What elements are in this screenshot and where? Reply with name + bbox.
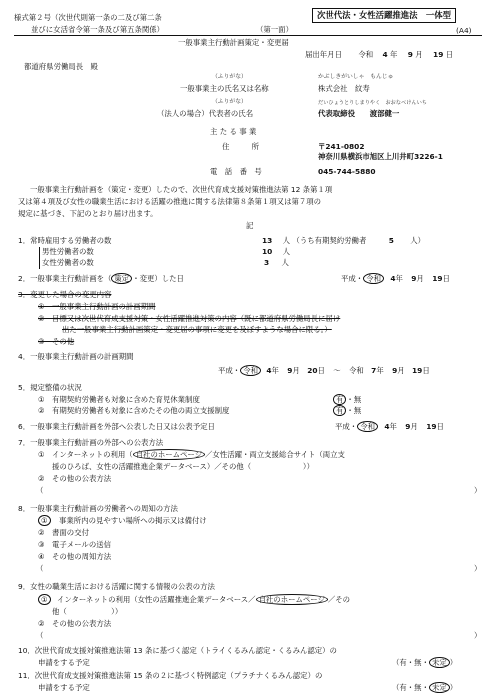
form-title-line2: 並びに女活省令第一条及び第五条関係） xyxy=(31,25,165,34)
s8-paren-close: ） xyxy=(474,564,482,573)
date-label: 届出年月日 xyxy=(305,50,342,59)
s8-item1: ① 事業所内の見やすい場所への掲示又は備付け xyxy=(38,516,207,525)
s9-circled-1: ① xyxy=(38,594,51,605)
law-badge: 次世代法・女性活躍推進法 一体型 xyxy=(312,8,456,23)
s8-item2: ② 書面の交付 xyxy=(38,528,89,537)
header-divider xyxy=(14,35,482,36)
s5-item1: ① 有期契約労働者も対象に含めた育児休業制度 xyxy=(38,395,200,404)
s9-label: 9．女性の職業生活における活躍に関する情報の公表の方法 xyxy=(18,582,215,591)
s5-item1-answer: 有 ・無 xyxy=(333,395,361,404)
s8-item4: ④ その他の周知方法 xyxy=(38,552,112,561)
s1-bracket xyxy=(39,247,40,269)
s9-item1-cont: 他（ ）） xyxy=(52,607,123,616)
date-era: 令和 xyxy=(358,50,374,59)
s7-paren-close: ） xyxy=(474,486,482,495)
s1-female-row: 3 人 xyxy=(264,258,289,267)
s1-female: 3 xyxy=(264,258,270,267)
s9-item1: ① インターネットの利用（女性の活躍推進企業データベース／ 自社のホームページ ／その xyxy=(38,595,350,604)
ki-label: 記 xyxy=(246,221,254,230)
s11-circled-undecided: 未定 xyxy=(429,682,450,693)
rep-label: （法人の場合）代表者の氏名 xyxy=(157,109,254,118)
s1-male-label: 男性労働者の数 xyxy=(42,247,94,256)
s5-label: 5．規定整備の状況 xyxy=(18,383,82,392)
intro-line1: 一般事業主行動計画を（策定・変更）したので、次世代育成支援対策推進法第 12 条第１項 xyxy=(30,185,333,194)
s1-total-row: 13 人 （うち有期契約労働者 5 人） xyxy=(262,236,426,245)
s2-circled-create: 策定 xyxy=(111,273,132,284)
date-month: 9 xyxy=(407,50,413,59)
s6-circled-era: 令和 xyxy=(357,421,378,432)
s8-paren-open: （ xyxy=(36,564,44,573)
s4-period: 平成・ 令和 4年 9月 20日 ～ 令和 7年 9月 19日 xyxy=(218,366,430,375)
s3-item2b: 出た一般事業主行動計画策定・変更届の事項に変更を及ぼすような場合に限る。） xyxy=(62,325,332,334)
paper-size: (A4) xyxy=(456,26,472,35)
company-kana-label: （ふりがな） xyxy=(212,74,247,80)
s5-item2-circled-yes: 有 xyxy=(333,405,346,416)
s2-label: 2．一般事業主行動計画を（ 策定 ・変更）した日 xyxy=(18,274,184,283)
s3-item3: ③ その他 xyxy=(38,337,75,346)
s9-circled-homepage: 自社のホームページ xyxy=(256,594,328,605)
s9-paren-open: （ xyxy=(36,631,44,640)
s5-item2: ② 有期契約労働者も対象に含めたその他の両立支援制度 xyxy=(38,406,230,415)
rep-kana-label: （ふりがな） xyxy=(212,99,247,105)
phone: 045-744-5880 xyxy=(318,167,376,176)
s10-label2: 申請をする予定 xyxy=(38,658,90,667)
s11-options: （有・無・ 未定 ） xyxy=(392,683,458,692)
s7-label: 7．一般事業主行動計画の外部への公表方法 xyxy=(18,438,164,447)
s4-circled-era: 令和 xyxy=(240,365,261,376)
s1-male: 10 xyxy=(262,247,273,256)
s1-label: 1．常時雇用する労働者の数 xyxy=(18,236,112,245)
s10-circled-undecided: 未定 xyxy=(429,657,450,668)
address-label: 住 所 xyxy=(222,142,259,151)
s5-item1-circled-yes: 有 xyxy=(333,394,346,405)
rep-name: 代表取締役 渡部健一 xyxy=(318,109,400,118)
s6-label: 6．一般事業主行動計画を外部へ公表した日又は公表予定日 xyxy=(18,422,215,431)
form-title-line1: 様式第２号（次世代則第一条の二及び第二条 xyxy=(14,13,162,22)
phone-label: 電 話 番 号 xyxy=(210,167,262,176)
rep-kana: だいひょうとりしまりやく おおなべけんいち xyxy=(318,100,427,106)
s2-date: 平成・ 令和 4年 9月 19日 xyxy=(341,274,450,283)
s1-male-row: 10 人 xyxy=(262,247,291,256)
s1-female-label: 女性労働者の数 xyxy=(42,258,94,267)
s11-label2: 申請をする予定 xyxy=(38,683,90,692)
address: 神奈川県横浜市旭区上川井町3226-1 xyxy=(318,152,443,161)
date-day: 19 xyxy=(433,50,444,59)
s7-item1: ① インターネットの利用（ 自社のホームページ ／女性活躍・両立支援総合サイト（両立支 xyxy=(38,450,345,459)
doc-title: 一般事業主行動計画策定・変更届 xyxy=(178,38,289,47)
s3-item1: ① 一般事業主行動計画の計画期間 xyxy=(38,302,156,311)
s8-label: 8．一般事業主行動計画の労働者への周知の方法 xyxy=(18,504,178,513)
intro-line2: 又は第４項及び女性の職業生活における活躍の推進に関する法律第８条第１項又は第７項の xyxy=(18,197,322,206)
s7-circled-homepage: 自社のホームページ xyxy=(133,449,205,460)
s1-contract: 5 xyxy=(388,236,394,245)
side-label: （第一面） xyxy=(256,25,293,34)
s9-item2: ② その他の公表方法 xyxy=(38,619,112,628)
date-year: 4 xyxy=(382,50,388,59)
company-label: 一般事業主の氏名又は名称 xyxy=(180,84,269,93)
s2-circled-era: 令和 xyxy=(363,273,384,284)
addressee: 都道府県労働局長 殿 xyxy=(24,62,98,71)
date-row: 届出年月日 令和 4 年 9 月 19 日 xyxy=(305,50,454,59)
s11-label: 11．次世代育成支援対策推進法第 15 条の２に基づく特例認定（プラチナくるみん認定）の xyxy=(18,671,323,680)
postal-code: 〒241-0802 xyxy=(318,142,365,151)
intro-line3: 規定に基づき、下記のとおり届け出ます。 xyxy=(18,209,158,218)
s5-item2-answer: 有 ・無 xyxy=(333,406,361,415)
s6-date: 平成・ 令和 4年 9月 19日 xyxy=(335,422,444,431)
s8-circled-1: ① xyxy=(38,515,51,526)
s9-paren-close: ） xyxy=(474,631,482,640)
s7-item2: ② その他の公表方法 xyxy=(38,474,112,483)
s7-paren-open: （ xyxy=(36,486,44,495)
s7-item1-cont: 援のひろば、女性の活躍推進企業データベース）／その他（ ）） xyxy=(52,462,314,471)
s10-options: （有・無・ 未定 ） xyxy=(392,658,458,667)
s1-total: 13 xyxy=(262,236,273,245)
s4-label: 4．一般事業主行動計画の計画期間 xyxy=(18,352,134,361)
business-label: 主 た る 事 業 xyxy=(210,127,257,136)
s8-item3: ③ 電子メールの送信 xyxy=(38,540,111,549)
company-kana: かぶしきがいしゃ もんじゅ xyxy=(318,74,394,80)
s3-item2a: ② 目標又は次世代育成支援対策・女性活躍推進対策の内容（既に都道府県労働局長に届け xyxy=(38,314,341,323)
s10-label: 10．次世代育成支援対策推進法第 13 条に基づく認定（トライくるみん認定・くるみん認定）の xyxy=(18,646,337,655)
company-name: 株式会社 紋寿 xyxy=(318,84,370,93)
s3-label: 3．変更した場合の変更内容 xyxy=(18,290,112,299)
